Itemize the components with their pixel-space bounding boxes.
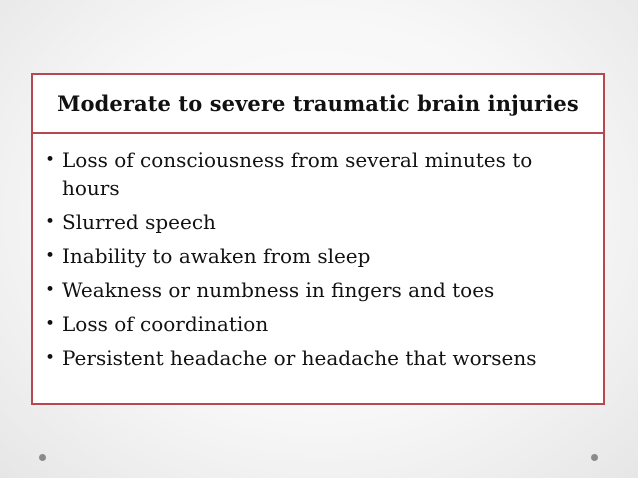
list-item (45, 276, 593, 304)
bullet-icon: • (45, 212, 56, 232)
list-item (45, 208, 593, 236)
bullet-icon: • (45, 150, 56, 170)
list-item (45, 242, 593, 270)
list-item (45, 310, 593, 338)
bullet-icon: • (45, 348, 56, 368)
bullet-icon: • (45, 246, 56, 266)
box-header (33, 75, 603, 134)
bullet-text: Persistent headache or headache that worsens (62, 346, 537, 370)
bullet-text: Loss of coordination (62, 312, 269, 336)
list-item (45, 344, 593, 372)
list-item (45, 146, 593, 202)
content-box (31, 73, 605, 405)
slide-title: Moderate to severe traumatic brain injuries (57, 91, 579, 116)
nav-dot-left-icon (39, 454, 46, 461)
bullet-list (33, 134, 603, 372)
bullet-icon: • (45, 314, 56, 334)
bullet-text: Inability to awaken from sleep (62, 244, 371, 268)
bullet-text: Slurred speech (62, 210, 216, 234)
bullet-icon: • (45, 280, 56, 300)
bullet-text: Loss of consciousness from several minutes to hours (62, 148, 533, 200)
nav-dot-right-icon (591, 454, 598, 461)
bullet-text: Weakness or numbness in fingers and toes (62, 278, 495, 302)
